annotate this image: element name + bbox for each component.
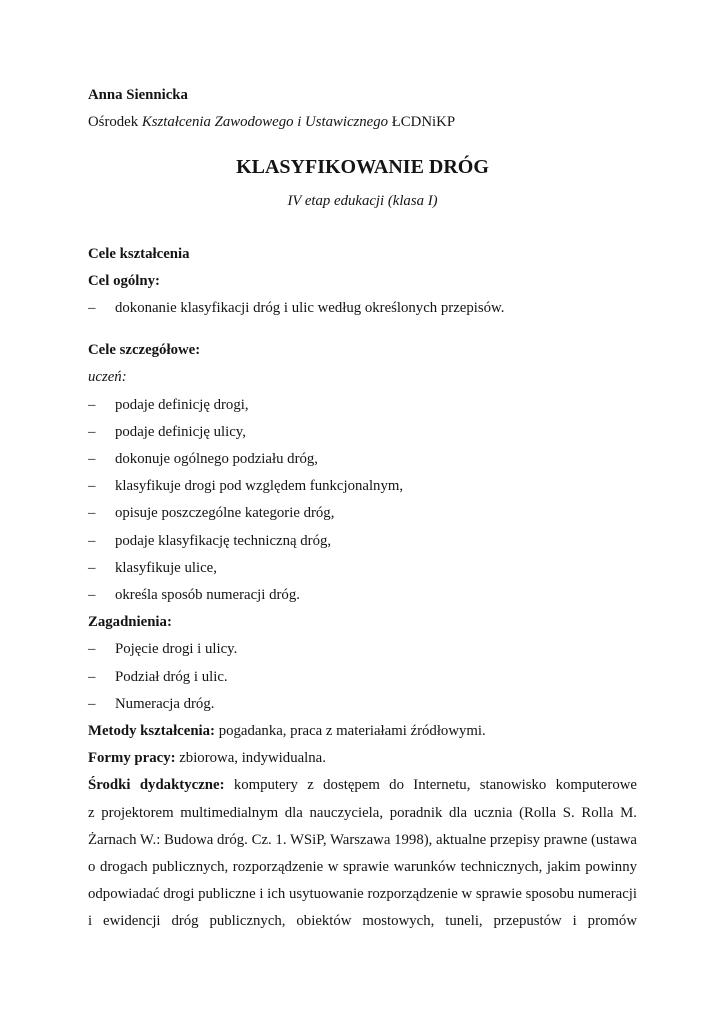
list-item-text: Numeracja dróg. [115, 695, 215, 712]
bullet-dash: – [88, 300, 96, 317]
list-item-text: Pojęcie drogi i ulicy. [115, 641, 238, 658]
bullet-dash: – [88, 695, 96, 712]
resources-paragraph [88, 772, 637, 935]
affiliation-line [88, 109, 637, 136]
specific-goals-intro: uczeń: [88, 369, 127, 386]
document-title: KLASYFIKOWANIE DRÓG [236, 156, 489, 179]
methods-line [88, 718, 637, 745]
list-item [88, 392, 637, 419]
list-item-text: klasyfikuje drogi pod względem funkcjonalnym, [115, 478, 404, 495]
author-line: Anna Siennicka [88, 87, 188, 103]
bullet-dash: – [88, 505, 96, 522]
list-item [88, 664, 637, 691]
bullet-dash: – [88, 668, 96, 685]
affiliation-prefix: Ośrodek [88, 114, 142, 131]
resources-text: komputery z dostępem do Internetu, stanowisko komputerowe z projektorem multimedialnym dla nauczyciela, poradnik dla ucznia (Rolla S. Rolla M. Żarnach W.: Budowa dróg. Cz. 1. WSiP, Warszawa 1998), aktualne przepisy prawne (ustawa o drogach publicznych, rozporządzenie w sprawie warunków technicznych, jakim powinny odpowiadać drogi publiczne i ich usytuowanie rozporządzenie w sprawie sposobu numeracji i ewidencji dróg publicznych, obiektów mostowych, tuneli, przepustów i promów [88, 777, 637, 930]
list-item [88, 473, 637, 500]
methods-text: pogadanka, praca z materiałami źródłowymi. [218, 723, 486, 740]
resources-label: Środki dydaktyczne: [88, 777, 225, 794]
bullet-dash: – [88, 641, 96, 658]
list-item-text: dokonanie klasyfikacji dróg i ulic według określonych przepisów. [115, 300, 505, 317]
list-item-text: Podział dróg i ulic. [115, 668, 228, 685]
list-item-text: określa sposób numeracji dróg. [115, 587, 300, 604]
list-item [88, 446, 637, 473]
bullet-dash: – [88, 396, 96, 413]
section-heading-specific-goals: Cele szczegółowe: [88, 342, 201, 359]
list-item [88, 582, 637, 609]
list-item-text: klasyfikuje ulice, [115, 559, 217, 576]
list-item [88, 295, 637, 322]
affiliation-institution: Kształcenia Zawodowego i Ustawicznego [141, 114, 389, 131]
list-item-text: podaje definicję drogi, [115, 396, 249, 413]
bullet-dash: – [88, 532, 96, 549]
list-item-text: podaje definicję ulicy, [115, 423, 246, 440]
list-item [88, 636, 637, 663]
section-heading-topics: Zagadnienia: [88, 614, 172, 631]
list-item-text: podaje klasyfikację techniczną dróg, [115, 532, 332, 549]
section-heading-general-goal: Cel ogólny: [88, 272, 160, 289]
document-subtitle: IV etap edukacji (klasa I) [287, 193, 438, 210]
forms-line [88, 745, 637, 772]
forms-label: Formy pracy: [88, 750, 176, 767]
bullet-dash: – [88, 423, 96, 440]
list-item [88, 555, 637, 582]
section-heading-goals: Cele kształcenia [88, 245, 190, 262]
list-item [88, 691, 637, 718]
bullet-dash: – [88, 559, 96, 576]
forms-text: zbiorowa, indywidualna. [179, 750, 326, 767]
list-item [88, 528, 637, 555]
bullet-dash: – [88, 478, 96, 495]
list-item-text: dokonuje ogólnego podziału dróg, [115, 451, 319, 468]
list-item-text: opisuje poszczególne kategorie dróg, [115, 505, 335, 522]
bullet-dash: – [88, 451, 96, 468]
list-item [88, 500, 637, 527]
list-item [88, 419, 637, 446]
bullet-dash: – [88, 587, 96, 604]
affiliation-suffix: ŁCDNiKP [388, 114, 456, 131]
methods-label: Metody kształcenia: [88, 723, 215, 740]
